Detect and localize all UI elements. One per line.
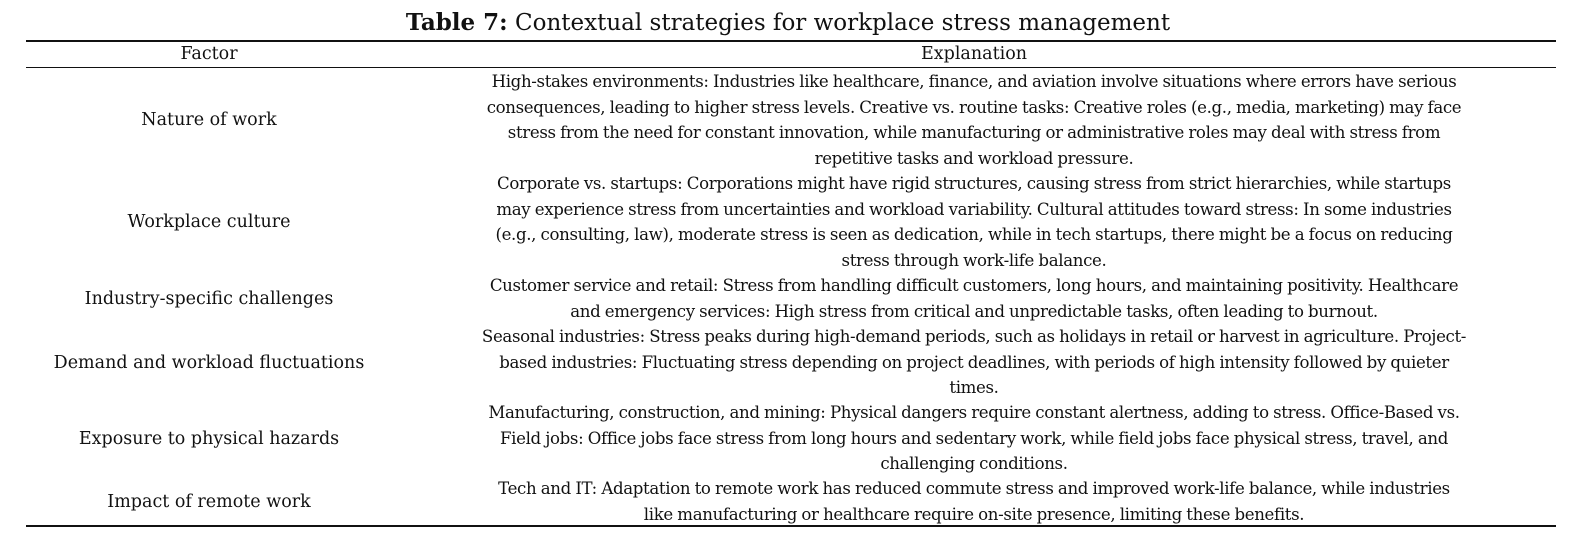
explanation-line: Seasonal industries: Stress peaks during high-demand periods, such as holidays in retail or harvest in agriculture. Project- xyxy=(481,327,1467,346)
factor-cell: Workplace culture xyxy=(127,212,291,232)
caption-label: Table 7: xyxy=(405,9,508,36)
explanation-line: stress through work-life balance. xyxy=(841,250,1107,270)
explanation-line: (e.g., consulting, law), moderate stress is seen as dedication, while in tech startups, there might be a focus on reducing xyxy=(495,225,1453,244)
explanation-cell xyxy=(392,273,1556,324)
explanation-line: consequences, leading to higher stress levels. Creative vs. routine tasks: Creative roles (e.g., media, marketing) may face xyxy=(486,97,1462,117)
explanation-cell xyxy=(392,476,1556,527)
table-row xyxy=(26,171,1556,273)
explanation-line: based industries: Fluctuating stress depending on project deadlines, with periods of high intensity followed by quieter xyxy=(499,352,1449,372)
explanation-line: times. xyxy=(949,378,999,397)
explanation-line: challenging conditions. xyxy=(880,454,1068,473)
table-row xyxy=(26,400,1556,477)
caption-title: Contextual strategies for workplace stress management xyxy=(515,10,1171,36)
explanation-line: like manufacturing or healthcare require on-site presence, limiting these benefits. xyxy=(643,504,1305,524)
factor-cell: Industry-specific challenges xyxy=(84,288,334,309)
header-factor: Factor xyxy=(180,44,238,64)
explanation-line: stress from the need for constant innovation, while manufacturing or administrative roles may deal with stress from xyxy=(507,123,1441,142)
table-row xyxy=(26,273,1556,324)
explanation-line: Corporate vs. startups: Corporations might have rigid structures, causing stress from strict hierarchies, while startups xyxy=(497,174,1451,193)
explanation-line: Field jobs: Office jobs face stress from long hours and sedentary work, while field jobs face physical stress, travel, and xyxy=(499,428,1449,448)
explanation-line: Customer service and retail: Stress from handling difficult customers, long hours, and maintaining positivity. Healthcare xyxy=(489,276,1459,295)
explanation-line: repetitive tasks and workload pressure. xyxy=(814,148,1134,168)
header-rule xyxy=(26,67,1556,68)
header-explanation: Explanation xyxy=(920,44,1028,64)
factor-cell: Nature of work xyxy=(141,110,277,130)
factor-cell: Demand and workload fluctuations xyxy=(53,352,365,373)
explanation-cell xyxy=(392,400,1556,477)
explanation-line: High-stakes environments: Industries like healthcare, finance, and aviation involve situations where errors have serious xyxy=(491,72,1457,91)
explanation-cell xyxy=(392,171,1556,273)
table-caption xyxy=(0,6,1576,40)
table-bottom-rule xyxy=(26,525,1556,527)
factor-cell: Exposure to physical hazards xyxy=(78,428,340,449)
explanation-line: Tech and IT: Adaptation to remote work has reduced commute stress and improved work-life balance, while industries xyxy=(498,479,1450,498)
table-row xyxy=(26,324,1556,401)
explanation-line: and emergency services: High stress from critical and unpredictable tasks, often leading to burnout. xyxy=(570,301,1378,321)
explanation-cell xyxy=(392,324,1556,401)
table-row xyxy=(26,476,1556,527)
table-row xyxy=(26,69,1556,171)
explanation-line: may experience stress from uncertainties and workload variability. Cultural attitudes toward stress: In some industries xyxy=(496,199,1452,219)
explanation-cell xyxy=(392,69,1556,171)
explanation-line: Manufacturing, construction, and mining: Physical dangers require constant alertness, adding to stress. Office-Based vs. xyxy=(488,403,1460,422)
factor-cell: Impact of remote work xyxy=(107,491,311,512)
